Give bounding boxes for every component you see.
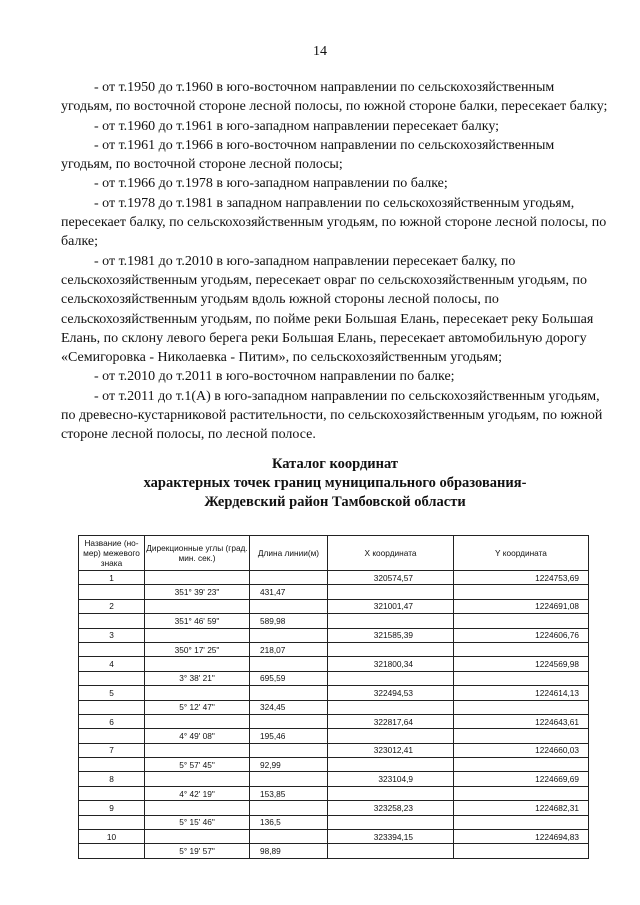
page-number: 14	[313, 44, 327, 59]
cell-line-length	[250, 599, 328, 613]
cell-line-length: 589,98	[250, 614, 328, 628]
cell-direction-angle: 351° 46' 59"	[145, 614, 250, 628]
cell-marker-name	[79, 642, 145, 656]
cell-marker-name: 10	[79, 830, 145, 844]
paragraph: - от т.1966 до т.1978 в юго-западном направлении по балке;	[94, 176, 448, 192]
cell-x-coordinate	[328, 614, 454, 628]
cell-x-coordinate	[328, 700, 454, 714]
cell-line-length	[250, 772, 328, 786]
table-row	[79, 614, 589, 628]
catalog-subtitle-region: Жердевский район Тамбовской области	[204, 494, 466, 510]
table-row	[79, 686, 589, 700]
cell-line-length	[250, 686, 328, 700]
cell-line-length: 92,99	[250, 758, 328, 772]
cell-direction-angle: 5° 57' 45"	[145, 758, 250, 772]
paragraph: - от т.2011 до т.1(А) в юго-западном направлении по сельскохозяйственным угодьям, по древесно-кустарниковой растительности, по сельскохозяйственным угодьям, по южной стороне лесной полосы, по лесной полосе.	[61, 388, 603, 443]
table-row	[79, 642, 589, 656]
paragraph: - от т.1978 до т.1981 в западном направлении по сельскохозяйственным угодьям, пересекает балку, по сельскохозяйственным угодьям, по южной стороне лесной полосы, по балке;	[61, 195, 607, 250]
cell-x-coordinate	[328, 642, 454, 656]
cell-x-coordinate: 322817,64	[328, 714, 454, 728]
cell-y-coordinate	[454, 671, 589, 685]
cell-direction-angle	[145, 714, 250, 728]
paragraph: - от т.1981 до т.2010 в юго-западном направлении пересекает балку, по сельскохозяйственным угодьям, пересекает овраг по сельскохозяйственным угодьям, по сельскохозяйственным угодьям вдоль южной стороны лесной полосы, по сельскохозяйственным угодьям, по пойме реки Большая Елань, пересекает реку Большая Елань, по склону левого берега реки Большая Елань, пересекает автомобильную дорогу «Семигоровка - Николаевка - Питим», по сельскохозяйственным угодьям;	[61, 253, 594, 366]
boundary-description	[61, 78, 609, 445]
cell-line-length	[250, 571, 328, 585]
cell-y-coordinate: 1224614,13	[454, 686, 589, 700]
cell-x-coordinate: 321585,39	[328, 628, 454, 642]
cell-direction-angle	[145, 571, 250, 585]
cell-line-length	[250, 801, 328, 815]
cell-x-coordinate	[328, 758, 454, 772]
cell-y-coordinate: 1224569,98	[454, 657, 589, 671]
cell-x-coordinate: 321001,47	[328, 599, 454, 613]
cell-x-coordinate	[328, 786, 454, 800]
cell-direction-angle: 351° 39' 23"	[145, 585, 250, 599]
table-row	[79, 657, 589, 671]
cell-direction-angle	[145, 772, 250, 786]
paragraph: - от т.1950 до т.1960 в юго-восточном направлении по сельскохозяйственным угодьям, по восточной стороне лесной полосы, по южной стороне балки, пересекает балку;	[61, 80, 608, 115]
cell-y-coordinate: 1224682,31	[454, 801, 589, 815]
cell-marker-name	[79, 585, 145, 599]
cell-line-length: 431,47	[250, 585, 328, 599]
cell-marker-name	[79, 844, 145, 858]
cell-direction-angle	[145, 628, 250, 642]
table-row	[79, 786, 589, 800]
cell-direction-angle	[145, 801, 250, 815]
cell-direction-angle	[145, 599, 250, 613]
table-row	[79, 758, 589, 772]
cell-marker-name	[79, 671, 145, 685]
cell-marker-name: 7	[79, 743, 145, 757]
cell-y-coordinate	[454, 786, 589, 800]
table-row	[79, 585, 589, 599]
cell-x-coordinate	[328, 729, 454, 743]
cell-y-coordinate	[454, 700, 589, 714]
table-row	[79, 801, 589, 815]
coordinates-table	[78, 535, 589, 859]
cell-direction-angle: 4° 42' 19"	[145, 786, 250, 800]
cell-y-coordinate	[454, 614, 589, 628]
cell-x-coordinate: 322494,53	[328, 686, 454, 700]
header-line-length: Длина линии(м)	[250, 536, 328, 571]
cell-marker-name: 3	[79, 628, 145, 642]
table-row	[79, 628, 589, 642]
cell-marker-name: 9	[79, 801, 145, 815]
cell-direction-angle	[145, 686, 250, 700]
cell-y-coordinate: 1224753,69	[454, 571, 589, 585]
paragraph: - от т.1960 до т.1961 в юго-западном направлении пересекает балку;	[94, 118, 500, 134]
table-row	[79, 714, 589, 728]
table-row	[79, 671, 589, 685]
cell-x-coordinate	[328, 815, 454, 829]
cell-direction-angle	[145, 743, 250, 757]
header-marker-name: Название (но- мер) межевого знака	[79, 536, 145, 571]
table-row	[79, 743, 589, 757]
cell-y-coordinate: 1224660,03	[454, 743, 589, 757]
table-row	[79, 772, 589, 786]
cell-line-length: 324,45	[250, 700, 328, 714]
cell-x-coordinate	[328, 671, 454, 685]
cell-y-coordinate	[454, 642, 589, 656]
cell-direction-angle: 5° 12' 47"	[145, 700, 250, 714]
cell-y-coordinate: 1224694,83	[454, 830, 589, 844]
table-row	[79, 815, 589, 829]
cell-y-coordinate: 1224691,08	[454, 599, 589, 613]
table-body	[79, 571, 589, 859]
cell-x-coordinate: 323394,15	[328, 830, 454, 844]
cell-line-length: 98,89	[250, 844, 328, 858]
cell-x-coordinate: 323012,41	[328, 743, 454, 757]
cell-direction-angle: 4° 49' 08"	[145, 729, 250, 743]
catalog-heading	[61, 455, 609, 512]
cell-y-coordinate	[454, 815, 589, 829]
cell-line-length	[250, 628, 328, 642]
cell-direction-angle: 5° 19' 57"	[145, 844, 250, 858]
cell-direction-angle	[145, 657, 250, 671]
cell-direction-angle: 5° 15' 46"	[145, 815, 250, 829]
table-row	[79, 571, 589, 585]
table-header-row	[79, 536, 589, 571]
header-y-coordinate: Y координата	[454, 536, 589, 571]
header-direction-angle: Дирекционные углы (град. мин. сек.)	[145, 536, 250, 571]
table-row	[79, 729, 589, 743]
cell-line-length	[250, 743, 328, 757]
cell-line-length	[250, 830, 328, 844]
cell-line-length: 695,59	[250, 671, 328, 685]
cell-marker-name: 8	[79, 772, 145, 786]
cell-line-length: 136,5	[250, 815, 328, 829]
cell-y-coordinate	[454, 844, 589, 858]
cell-marker-name	[79, 815, 145, 829]
cell-y-coordinate	[454, 585, 589, 599]
cell-marker-name: 5	[79, 686, 145, 700]
cell-direction-angle	[145, 830, 250, 844]
cell-x-coordinate: 321800,34	[328, 657, 454, 671]
cell-line-length	[250, 657, 328, 671]
paragraph: - от т.1961 до т.1966 в юго-восточном направлении по сельскохозяйственным угодьям, по восточной стороне лесной полосы;	[61, 137, 555, 173]
cell-x-coordinate: 320574,57	[328, 571, 454, 585]
cell-y-coordinate: 1224606,76	[454, 628, 589, 642]
cell-line-length: 218,07	[250, 642, 328, 656]
cell-line-length	[250, 714, 328, 728]
cell-x-coordinate: 323104,9	[328, 772, 454, 786]
cell-marker-name	[79, 700, 145, 714]
header-x-coordinate: X координата	[328, 536, 454, 571]
cell-marker-name: 1	[79, 571, 145, 585]
cell-x-coordinate: 323258,23	[328, 801, 454, 815]
cell-y-coordinate	[454, 758, 589, 772]
table-row	[79, 844, 589, 858]
cell-y-coordinate: 1224669,69	[454, 772, 589, 786]
cell-y-coordinate	[454, 729, 589, 743]
cell-direction-angle: 350° 17' 25"	[145, 642, 250, 656]
coordinates-table-wrapper	[78, 535, 588, 859]
cell-x-coordinate	[328, 585, 454, 599]
cell-marker-name	[79, 758, 145, 772]
cell-x-coordinate	[328, 844, 454, 858]
cell-marker-name: 2	[79, 599, 145, 613]
catalog-subtitle: характерных точек границ муниципального образования-	[143, 475, 527, 491]
table-row	[79, 830, 589, 844]
cell-marker-name	[79, 786, 145, 800]
cell-marker-name: 4	[79, 657, 145, 671]
table-row	[79, 700, 589, 714]
cell-marker-name	[79, 614, 145, 628]
table-row	[79, 599, 589, 613]
cell-marker-name	[79, 729, 145, 743]
cell-line-length: 153,85	[250, 786, 328, 800]
cell-direction-angle: 3° 38' 21"	[145, 671, 250, 685]
paragraph: - от т.2010 до т.2011 в юго-восточном направлении по балке;	[94, 369, 455, 385]
cell-y-coordinate: 1224643,61	[454, 714, 589, 728]
cell-marker-name: 6	[79, 714, 145, 728]
cell-line-length: 195,46	[250, 729, 328, 743]
catalog-title: Каталог координат	[271, 456, 399, 472]
